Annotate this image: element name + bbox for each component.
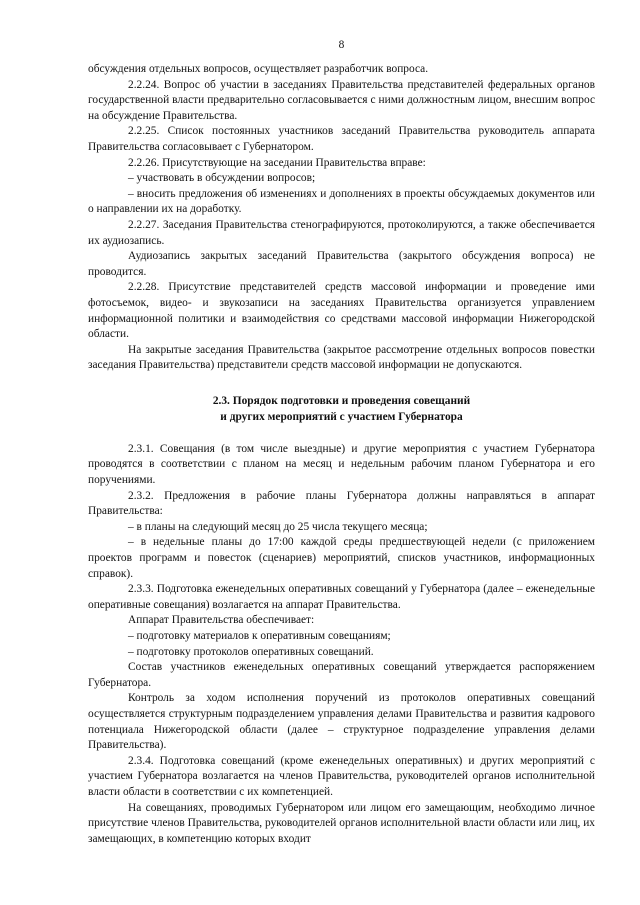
paragraph: 2.3.3. Подготовка еженедельных оперативных совещаний у Губернатора (далее – еженедельные оперативные совещания) возлагается на аппарат Правительства. (88, 583, 595, 611)
paragraph: обсуждения отдельных вопросов, осуществляет разработчик вопроса. (88, 63, 429, 75)
paragraph: – подготовку протоколов оперативных совещаний. (128, 645, 374, 658)
paragraph: – участвовать в обсуждении вопросов; (128, 172, 316, 185)
section-heading (88, 393, 595, 425)
paragraph: 2.2.27. Заседания Правительства стенографируются, протоколируются, а также обеспечивается их аудиозапись. (88, 218, 595, 247)
paragraph: 2.2.26. Присутствующие на заседании Правительства вправе: (128, 156, 426, 169)
paragraph: – в планы на следующий месяц до 25 числа текущего месяца; (128, 520, 428, 533)
paragraph: 2.2.28. Присутствие представителей средств массовой информации и проведение ими фотосъемок, видео- и звукозаписи на заседаниях Правительства организуется управлением информационной политики и взаимодействия со средствами массовой информации Нижегородской области. (88, 281, 595, 341)
paragraph: Аппарат Правительства обеспечивает: (128, 614, 315, 627)
section-2-3-paragraphs (88, 442, 595, 847)
paragraph: Аудиозапись закрытых заседаний Правительства (закрытого обсуждения вопроса) не проводится. (88, 250, 595, 278)
paragraph: На совещаниях, проводимых Губернатором или лицом его замещающим, необходимо личное присутствие членов Правительства, руководителей органов исполнительной власти области или лиц, их замещающих, в компетенцию которых входит (88, 801, 595, 845)
paragraph: На закрытые заседания Правительства (закрытое рассмотрение отдельных вопросов повестки заседания Правительства) представители средств массовой информации не допускаются. (88, 343, 595, 372)
paragraph: 2.3.1. Совещания (в том числе выездные) и другие мероприятия с участием Губернатора проводятся в соответствии с планом на месяц и недельным рабочим планом Губернатора и его поручениями. (88, 442, 595, 487)
document-page (88, 38, 595, 847)
section-heading-line-2: и других мероприятий с участием Губернатора (220, 410, 463, 423)
paragraph: – вносить предложения об изменениях и дополнениях в проекты обсуждаемых документов или о направлении их на доработку. (88, 187, 595, 216)
page-number: 8 (338, 39, 345, 51)
paragraph: Контроль за ходом исполнения поручений из протоколов оперативных совещаний осуществляется структурным подразделением управления делами Правительства и развития кадрового потенциала Нижегородской области (далее – структурное подразделение управления делами Правительства). (88, 692, 595, 752)
paragraph: 2.3.4. Подготовка совещаний (кроме еженедельных оперативных) и других мероприятий с участием Губернатора возлагается на членов Правительства, руководителей органов исполнительной власти области в соответствии с их компетенцией. (88, 754, 595, 798)
paragraph: Состав участников еженедельных оперативных совещаний утверждается распоряжением Губернатора. (88, 661, 595, 689)
section-heading-line-1: 2.3. Порядок подготовки и проведения совещаний (212, 394, 471, 407)
paragraph: 2.2.24. Вопрос об участии в заседаниях Правительства представителей федеральных органов государственной власти предварительно согласовывается с ними должностным лицом, внесшим вопрос на обсуждение Правительства. (88, 78, 595, 122)
paragraph: – в недельные планы до 17:00 каждой среды предшествующей недели (с приложением проектов программ и повесток (сценариев) мероприятий, списков участников, информационных справок). (88, 536, 595, 580)
paragraph: – подготовку материалов к оперативным совещаниям; (128, 630, 391, 642)
paragraph: 2.3.2. Предложения в рабочие планы Губернатора должны направляться в аппарат Правительства: (88, 489, 595, 518)
paragraph: 2.2.25. Список постоянных участников заседаний Правительства руководитель аппарата Правительства согласовывает с Губернатором. (88, 125, 595, 153)
section-2-2-paragraphs (88, 62, 595, 374)
